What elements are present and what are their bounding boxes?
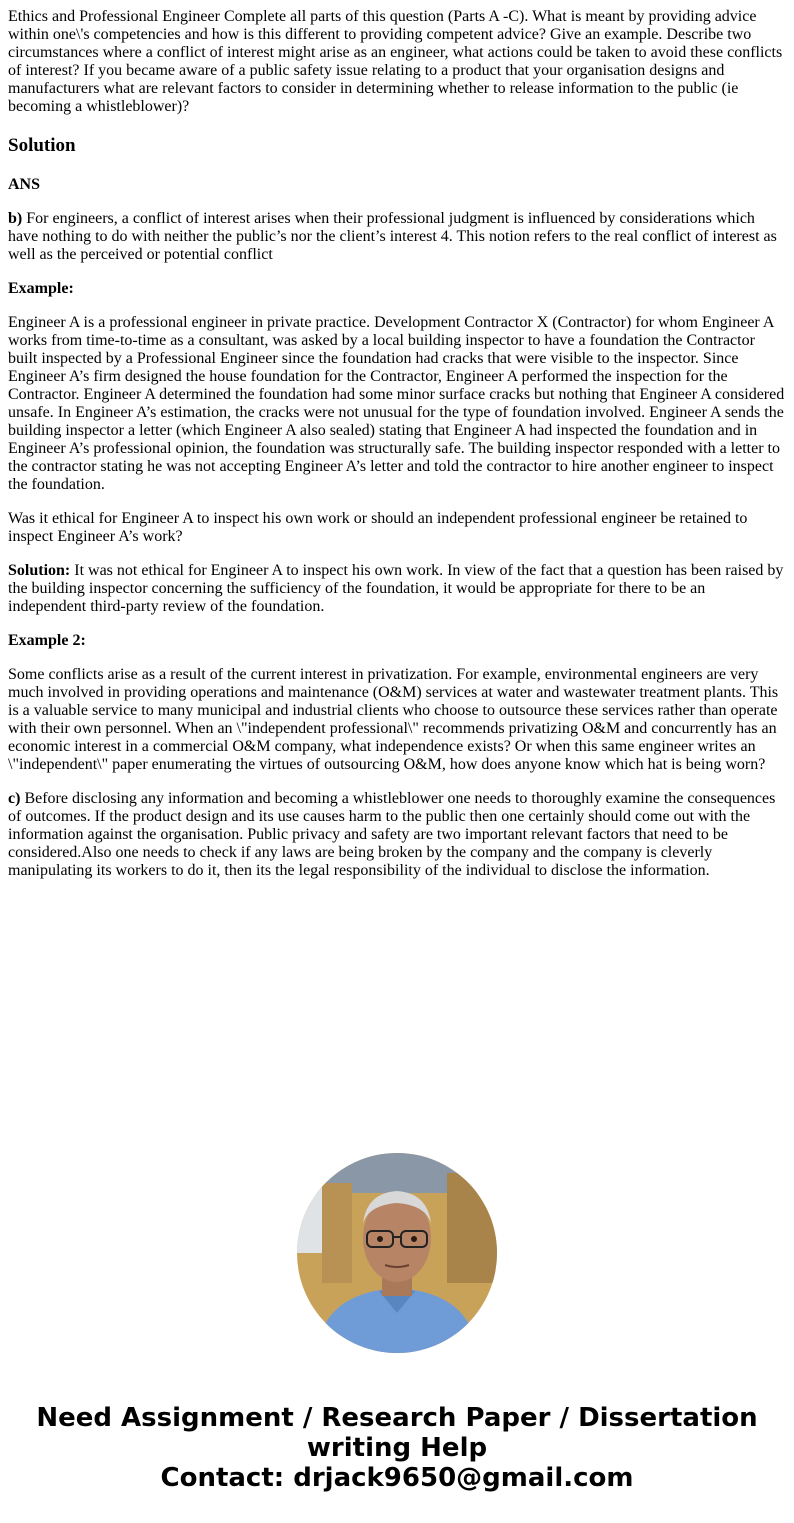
part-b-paragraph	[8, 210, 786, 264]
example1-text: Engineer A is a professional engineer in private practice. Development Contractor X (Contractor) for whom Engineer A works from time-to-time as a consultant, was asked by a local building inspector to have a foundation the Contractor built inspected by a Professional Engineer since the foundation had cracks that were visible to the inspector. Since Engineer A’s firm designed the house foundation for the Contractor, Engineer A performed the inspection for the Contractor. Engineer A determined the foundation had some minor surface cracks but nothing that Engineer A considered unsafe. In Engineer A’s estimation, the cracks were not unusual for the type of foundation involved. Engineer A sends the building inspector a letter (which Engineer A also sealed) stating that Engineer A had inspected the foundation and in Engineer A’s professional opinion, the foundation was structurally safe. The building inspector responded with a letter to the contractor stating he was not accepting Engineer A’s letter and told the contractor to hire another engineer to inspect the foundation.	[8, 314, 785, 493]
ethics-question-text: Was it ethical for Engineer A to inspect his own work or should an independent professional engineer be retained to inspect Engineer A’s work?	[8, 510, 748, 545]
ans-label-paragraph	[8, 176, 786, 194]
example2-label: Example 2:	[8, 632, 86, 649]
solution-paragraph	[8, 562, 786, 616]
example2-label-paragraph	[8, 632, 786, 650]
solution-text: It was not ethical for Engineer A to inspect his own work. In view of the fact that a question has been raised by the building inspector concerning the sufficiency of the foundation, it would be appropriate for there to be an independent third-party review of the foundation.	[8, 562, 784, 615]
example1-label-paragraph	[8, 280, 786, 298]
part-b-label: b)	[8, 210, 23, 227]
example1-label: Example:	[8, 280, 74, 297]
solution-heading: Solution	[8, 135, 76, 156]
question-text: Ethics and Professional Engineer Complete all parts of this question (Parts A -C). What is meant by providing advice within one\'s competencies and how is this different to providing competent advice? Give an example. Describe two circumstances where a conflict of interest might arise as an engineer, what actions could be taken to avoid these conflicts of interest? If you became aware of a public safety issue relating to a product that your organisation designs and manufacturers what are relevant factors to consider in determining whether to release information to the public (ie becoming a whistleblower)?	[8, 8, 783, 115]
promo-contact-line: Contact: drjack9650@gmail.com	[160, 1463, 634, 1493]
part-c-label: c)	[8, 790, 21, 807]
ans-label: ANS	[8, 176, 41, 193]
promo-line-1: Need Assignment / Research Paper / Dissertation	[36, 1403, 758, 1433]
example2-text: Some conflicts arise as a result of the current interest in privatization. For example, environmental engineers are very much involved in providing operations and maintenance (O&M) services at water and wastewater treatment plants. This is a valuable service to many municipal and industrial clients who choose to outsource these services rather than operate with their own personnel. When an \"independent professional\" recommends privatizing O&M and concurrently has an economic interest in a commercial O&M company, what independence exists? Or when this same engineer writes an \"independent\" paper enumerating the virtues of outsourcing O&M, how does anyone know which hat is being worn?	[8, 666, 779, 773]
part-c-text: Before disclosing any information and becoming a whistleblower one needs to thoroughly examine the consequences of outcomes. If the product design and its use causes harm to the public then one certainly should come out with the information against the organisation. Public privacy and safety are two important relevant factors that need to be considered.Also one needs to check if any laws are being broken by the company and the company is cleverly manipulating its workers to do it, then its the legal responsibility of the individual to disclose the information.	[8, 790, 776, 879]
solution-label: Solution:	[8, 562, 71, 579]
part-b-text: For engineers, a conflict of interest arises when their professional judgment is influenced by considerations which have nothing to do with neither the public’s nor the client’s interest 4. This notion refers to the real conflict of interest as well as the perceived or potential conflict	[8, 210, 777, 263]
promo-banner	[0, 1403, 794, 1493]
author-avatar	[297, 1153, 497, 1353]
author-portrait-image	[297, 1153, 497, 1353]
promo-line-2: writing Help	[306, 1433, 488, 1463]
part-c-paragraph	[8, 790, 786, 880]
